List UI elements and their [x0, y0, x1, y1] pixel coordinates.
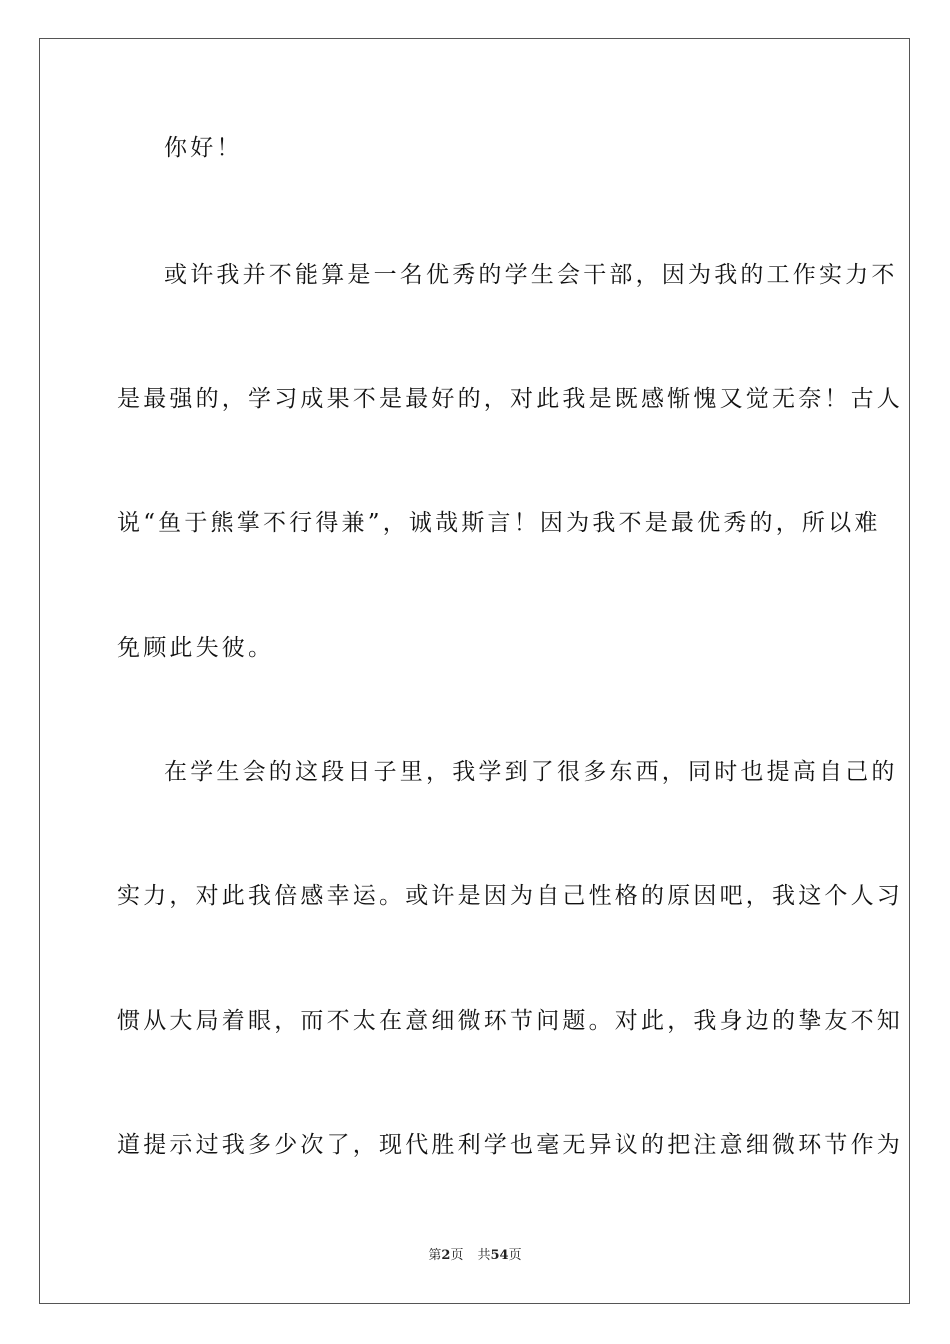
paragraph-line: 在学生会的这段日子里，我学到了很多东西，同时也提高自己的 — [164, 759, 898, 785]
page-suffix: 页 — [450, 1248, 464, 1263]
page-footer — [0, 1246, 950, 1266]
greeting-line: 你好！ — [164, 135, 243, 161]
paragraph-line: 实力，对此我倍感幸运。或许是因为自己性格的原因吧，我这个人习 — [117, 883, 903, 909]
paragraph-line: 道提示过我多少次了，现代胜利学也毫无异议的把注意细微环节作为 — [117, 1132, 903, 1158]
page-total: 54 — [490, 1248, 509, 1263]
page-current: 2 — [441, 1248, 451, 1263]
paragraph-line: 免顾此失彼。 — [117, 635, 275, 661]
paragraph-line: 或许我并不能算是一名优秀的学生会干部，因为我的工作实力不 — [164, 262, 898, 288]
paragraph-line: 是最强的，学习成果不是最好的，对此我是既感惭愧又觉无奈！古人 — [117, 386, 903, 412]
paragraph-line: 惯从大局着眼，而不太在意细微环节问题。对此，我身边的挚友不知 — [117, 1008, 903, 1034]
page-prefix: 第 — [428, 1248, 442, 1263]
paragraph-line: 说“鱼于熊掌不行得兼”，诚哉斯言！因为我不是最优秀的，所以难 — [117, 510, 881, 536]
total-suffix: 页 — [508, 1248, 522, 1263]
page-frame — [39, 38, 910, 1304]
total-prefix: 共 — [477, 1248, 491, 1263]
